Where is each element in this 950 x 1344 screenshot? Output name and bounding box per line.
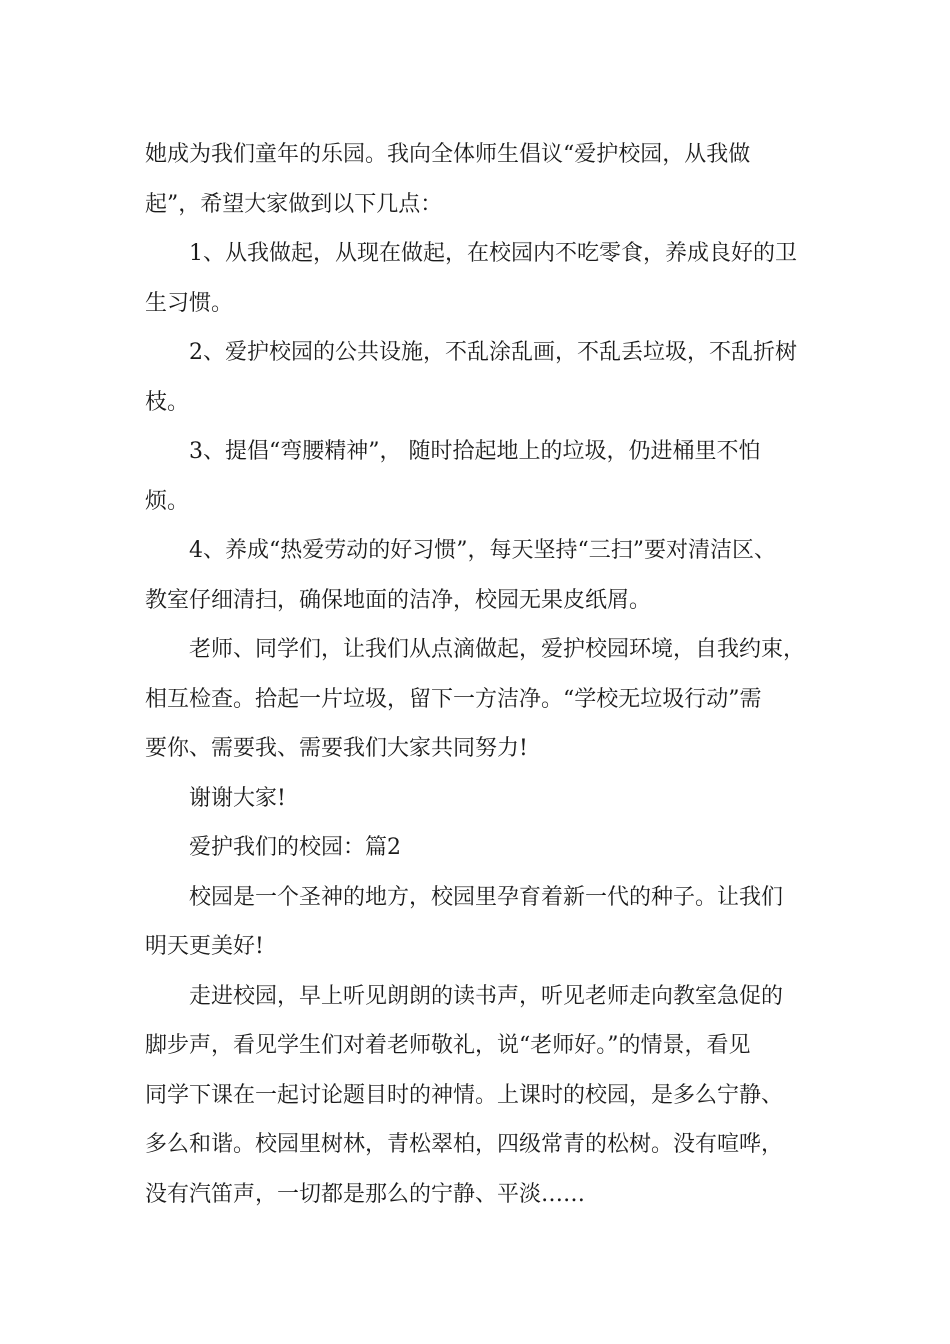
text-line: 校园是一个圣神的地方，校园里孕育着新一代的种子。让我们: [189, 884, 784, 910]
text-line: 明天更美好!: [145, 934, 264, 959]
text-line: 走进校园，早上听见朗朗的读书声，听见老师走向教室急促的: [189, 983, 784, 1009]
text-line: 枝。: [145, 389, 190, 415]
text-line: 相互检查。拾起一片垃圾，留下一方洁净。“学校无垃圾行动”需: [145, 686, 762, 712]
text-line: 起”，希望大家做到以下几点：: [145, 191, 443, 217]
text-line: 脚步声，看见学生们对着老师敬礼，说“老师好。”的情景，看见: [145, 1033, 751, 1058]
text-line: 1、从我做起，从现在做起，在校园内不吃零食，养成良好的卫: [189, 241, 797, 266]
text-line: 多么和谐。校园里树林，青松翠柏，四级常青的松树。没有喧哗，: [145, 1132, 784, 1157]
text-line: 烦。: [145, 488, 190, 514]
text-line: 3、提倡“弯腰精神”， 随时拾起地上的垃圾，仍进桶里不怕: [189, 439, 761, 464]
text-line: 教室仔细清扫，确保地面的洁净，校园无果皮纸屑。: [145, 587, 652, 613]
document-body: [145, 130, 825, 1219]
text-line: 爱护我们的校园：篇2: [189, 835, 401, 860]
text-line: 2、爱护校园的公共设施，不乱涂乱画，不乱丢垃圾，不乱折树: [189, 340, 797, 365]
text-line: 同学下课在一起讨论题目时的神情。上课时的校园，是多么宁静、: [145, 1082, 784, 1108]
text-line: 老师、同学们，让我们从点滴做起，爱护校园环境，自我约束，: [189, 637, 806, 662]
text-line: 没有汽笛声，一切都是那么的宁静、平淡……: [145, 1181, 586, 1207]
text-line: 要你、需要我、需要我们大家共同努力!: [145, 736, 528, 761]
text-line: 谢谢大家!: [189, 785, 286, 811]
text-line: 生习惯。: [145, 290, 234, 316]
text-line: 4、养成“热爱劳动的好习惯”，每天坚持“三扫”要对清洁区、: [189, 538, 776, 563]
text-line: 她成为我们童年的乐园。我向全体师生倡议“爱护校园，从我做: [145, 142, 751, 167]
